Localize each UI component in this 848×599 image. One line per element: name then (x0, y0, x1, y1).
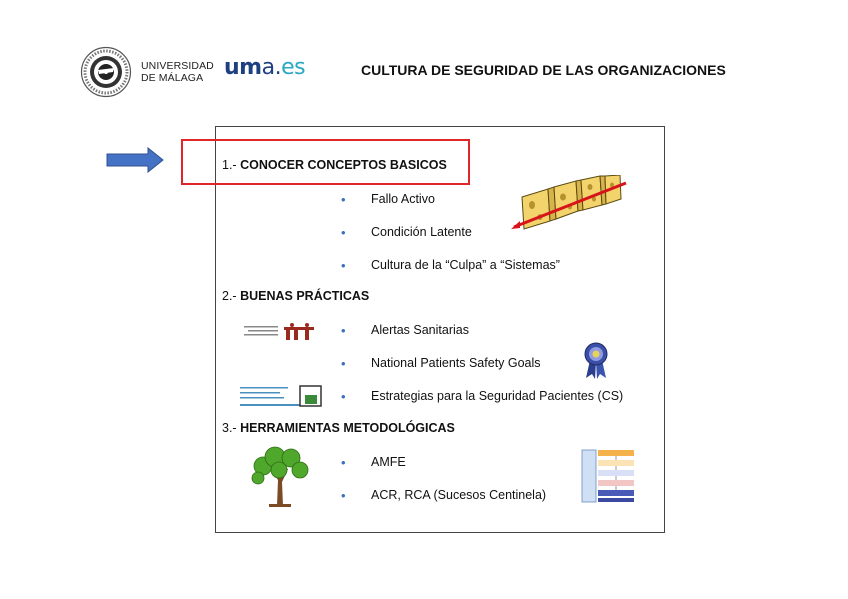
list-item (341, 488, 547, 503)
list-item (341, 192, 435, 207)
list-item-text: AMFE (371, 455, 406, 469)
bullet-icon: • (341, 356, 346, 371)
section-number: 1.- (222, 158, 237, 172)
section-label: HERRAMIENTAS METODOLÓGICAS (240, 421, 455, 435)
flowchart-icon (581, 448, 635, 504)
list-item (341, 356, 541, 371)
section-heading-2 (222, 289, 369, 303)
section-number: 2.- (222, 289, 237, 303)
list-item (341, 323, 469, 338)
list-item-text: Fallo Activo (371, 192, 435, 206)
section-label: BUENAS PRÁCTICAS (240, 289, 370, 303)
page-title: CULTURA DE SEGURIDAD DE LAS ORGANIZACIONES (361, 62, 726, 78)
uma-logo (224, 55, 305, 80)
section-heading-3 (222, 421, 455, 435)
right-arrow-icon (106, 147, 164, 173)
list-item (341, 389, 624, 404)
list-item-text: National Patients Safety Goals (371, 356, 541, 370)
list-item (341, 258, 560, 273)
list-item-text: ACR, RCA (Sucesos Centinela) (371, 488, 547, 502)
bullet-icon: • (341, 488, 346, 503)
section-number: 3.- (222, 421, 237, 435)
bullet-icon: • (341, 455, 346, 470)
list-item-text: Cultura de la “Culpa” a “Sistemas” (371, 258, 560, 272)
university-name-line2: DE MÁLAGA (141, 72, 204, 84)
patient-safety-strategy-logo (239, 384, 323, 408)
section-heading-1 (222, 158, 447, 172)
university-name (141, 60, 214, 84)
bullet-icon: • (341, 258, 346, 273)
tree-icon (249, 446, 311, 508)
uma-logo-part3: es (281, 55, 306, 80)
bullet-icon: • (341, 225, 346, 240)
bullet-icon: • (341, 389, 346, 404)
uma-logo-part1: um (224, 55, 262, 80)
section-label: CONOCER CONCEPTOS BASICOS (240, 158, 447, 172)
list-item-text: Condición Latente (371, 225, 472, 239)
list-item-text: Alertas Sanitarias (371, 323, 469, 337)
university-seal-icon (80, 46, 132, 98)
uma-logo-part2: a. (261, 55, 282, 80)
swiss-cheese-model-icon (510, 175, 628, 235)
bullet-icon: • (341, 192, 346, 207)
patient-safety-observatory-logo (242, 322, 318, 342)
award-ribbon-icon (583, 342, 609, 380)
list-item (341, 225, 472, 240)
list-item (341, 455, 406, 470)
bullet-icon: • (341, 323, 346, 338)
university-name-line1: UNIVERSIDAD (141, 60, 214, 72)
list-item-text: Estrategias para la Seguridad Pacientes (CS) (371, 389, 624, 403)
